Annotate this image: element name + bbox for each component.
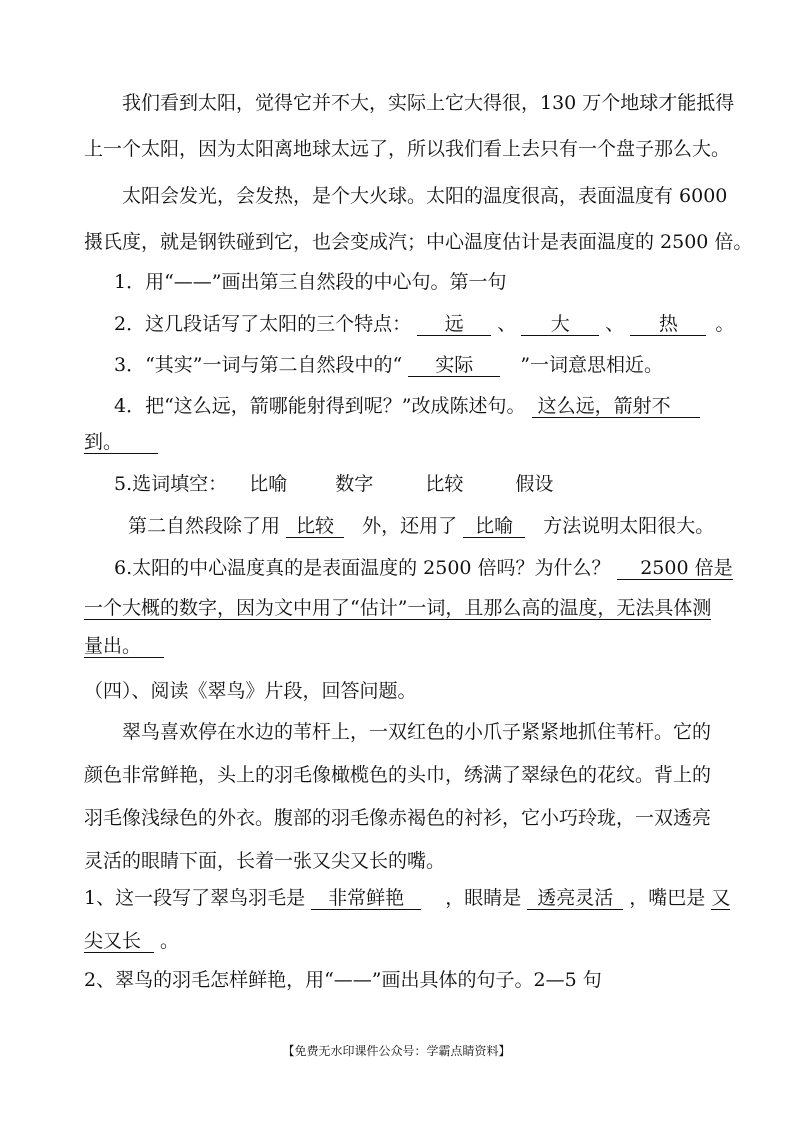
k1-mid-2: ，嘴巴是 (629, 887, 706, 909)
q5-option-1: 比喻 (249, 473, 288, 495)
q6-answer-line3-wrap (84, 634, 164, 658)
q2-suffix: 。 (715, 313, 735, 335)
question-3 (114, 353, 663, 377)
k1-answer-2: 透亮灵活 (527, 887, 623, 910)
k1-answer-3-line2: 尖又长 (84, 930, 154, 953)
footer-watermark: 【免费无水印课件公众号：学霸点睛资料】 (282, 1044, 511, 1058)
question-5 (114, 472, 553, 496)
q6-prefix: 6.太阳的中心温度真的是表面温度的 2500 倍吗？为什么？ (114, 557, 611, 579)
q6-answer-line3: 量出。 (84, 635, 164, 658)
q2-sep-1: 、 (497, 313, 517, 335)
kingfisher-question-2: 2、翠鸟的羽毛怎样鲜艳，用“——”画出具体的句子。2—5 句 (84, 969, 602, 991)
q2-prefix: 2．这几段话写了太阳的三个特点： (114, 313, 412, 335)
q5-sentence-pre: 第二自然段除了用 (128, 515, 281, 537)
k1-mid-1: ，眼睛是 (445, 887, 522, 909)
p1-line2: 上一个太阳，因为太阳离地球太远了，所以我们看上去只有一个盘子那么大。 (84, 138, 731, 160)
p3-line3: 羽毛像浅绿色的外衣。腹部的羽毛像赤褐色的衬衫，它小巧玲珑，一双透亮 (84, 807, 712, 829)
p1-line1: 我们看到太阳，觉得它并不大，实际上它大得很，130 万个地球才能抵得 (122, 92, 735, 114)
q5-sentence-post: 方法说明太阳很大。 (543, 515, 715, 537)
p2-line2: 摄氏度，就是钢铁碰到它，也会变成汽；中心温度估计是表面温度的 2500 倍。 (84, 231, 753, 253)
kingfisher-question-1 (84, 886, 730, 910)
q6-answer-line1: 2500 倍是 (617, 557, 733, 580)
q2-answer-2: 大 (521, 313, 599, 336)
q5-prefix: 5.选词填空： (114, 473, 228, 495)
q5-answer-1: 比较 (286, 515, 344, 538)
q6-answer-line2-wrap (84, 596, 711, 620)
q6-answer-line2: 一个大概的数字，因为文中用了“估计”一词，且那么高的温度，无法具体测 (84, 597, 712, 619)
q5-sentence-mid: 外，还用了 (362, 515, 458, 537)
k1-prefix: 1、这一段写了翠鸟羽毛是 (84, 887, 306, 909)
q5-option-4: 假设 (515, 473, 554, 495)
q3-prefix: 3．“其实”一词与第二自然段中的“ (114, 354, 403, 376)
q5-option-2: 数字 (335, 473, 374, 495)
q4-answer-line2-wrap (84, 430, 158, 454)
question-1: 1．用“——”画出第三自然段的中心句。第一句 (114, 271, 507, 293)
q4-answer-line1: 这么远，箭射不 (532, 395, 700, 418)
p2-line1: 太阳会发光，会发热，是个大火球。太阳的温度很高，表面温度有 6000 (122, 185, 728, 207)
q5-sentence (128, 514, 714, 538)
q5-option-3: 比较 (425, 473, 464, 495)
q3-suffix: ”一词意思相近。 (520, 354, 664, 376)
p3-line4: 灵活的眼睛下面，长着一张又尖又长的嘴。 (84, 850, 446, 872)
q4-answer-line2: 到。 (84, 431, 158, 454)
q2-answer-3: 热 (630, 313, 706, 336)
k1-answer-1: 非常鲜艳 (311, 887, 421, 910)
q4-prefix: 4．把“这么远，箭哪能射得到呢？”改成陈述句。 (114, 395, 526, 417)
k1-suffix: 。 (160, 930, 180, 952)
q2-sep-2: 、 (605, 313, 625, 335)
k1-line2 (84, 929, 179, 953)
section-4-title: （四）、阅读《翠鸟》片段，回答问题。 (84, 680, 417, 702)
k1-answer-3-line1: 又 (711, 887, 731, 909)
question-6 (114, 556, 733, 580)
question-4 (114, 394, 700, 418)
p3-line2: 颜色非常鲜艳，头上的羽毛像橄榄色的头巾，绣满了翠绿色的花纹。背上的 (84, 764, 712, 786)
q2-answer-1: 远 (417, 313, 491, 336)
q5-answer-2: 比喻 (463, 515, 525, 538)
question-2 (114, 312, 734, 336)
p3-line1: 翠鸟喜欢停在水边的苇杆上，一双红色的小爪子紧紧地抓住苇杆。它的 (122, 721, 712, 743)
q3-answer: 实际 (408, 354, 500, 377)
